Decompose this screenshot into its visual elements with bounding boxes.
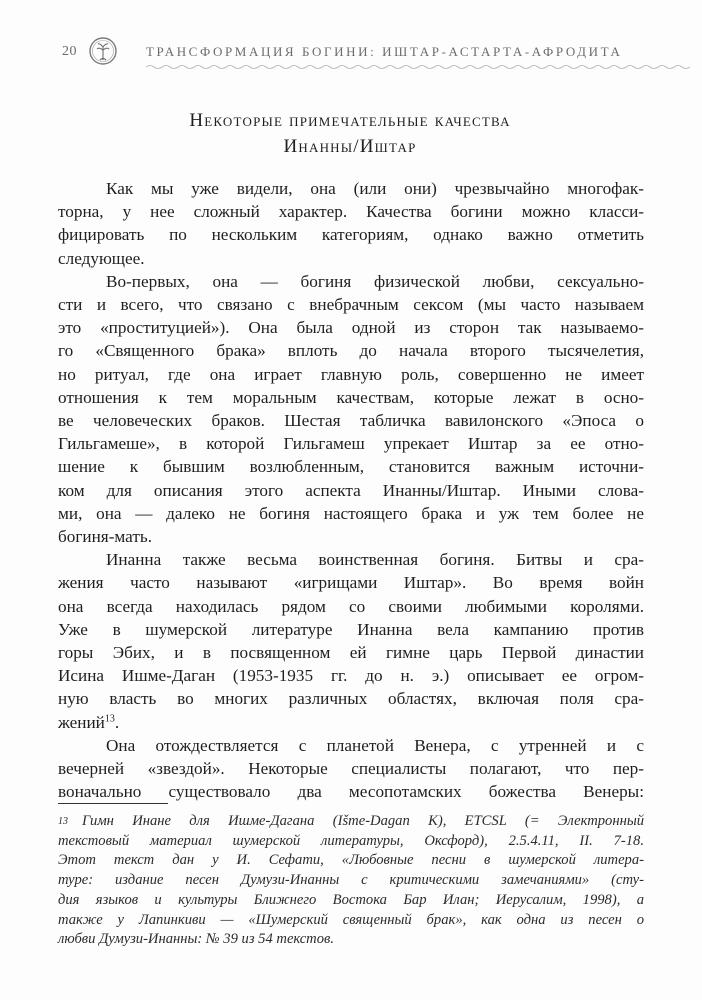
text-line: Инанна также весьма воинственная богиня. Битвы и сра- (106, 550, 644, 570)
text-line: Она отождествляется с планетой Венера, с утренней и с (106, 735, 644, 755)
footnote-13 (58, 812, 644, 950)
text-line: фицировать по нескольким категориям, однако важно отметить (58, 225, 644, 245)
tree-of-life-emblem-icon (88, 36, 118, 66)
text-line: ми, она — далеко не богиня настоящего брака и уж тем более не (58, 503, 644, 523)
text-line: ве человеческих браков. Шестая табличка вавилонского «Эпоса о (58, 411, 644, 431)
text-line: Уже в шумерской литературе Инанна вела кампанию против (58, 619, 644, 639)
text-line: сти и всего, что связано с внебрачным сексом (мы часто называем (58, 295, 644, 315)
text-line: она всегда находилась рядом со своими любимыми королями. (58, 596, 644, 616)
text-line: следующее. (58, 248, 145, 268)
section-heading-line-1: Некоторые примечательные качества (189, 110, 511, 131)
text-line: торна, у нее сложный характер. Качества богини можно класси- (58, 202, 644, 222)
text-line: воначально существовало два месопотамских божества Венеры: (58, 782, 644, 802)
text-line: вечерней «звездой». Некоторые специалисты полагают, что пер- (58, 759, 644, 779)
text-line: отношения к тем моральным качествам, которые лежат в осно- (58, 387, 644, 407)
text-line: это «проституцией»). Она была одной из сторон так называемо- (58, 318, 644, 338)
page-header (58, 36, 658, 66)
text-line: Во-первых, она — богиня физической любви, сексуально- (106, 271, 644, 291)
text-line: горы Эбих, и в посвященном ей гимне царь Первой династии (58, 643, 644, 663)
footnote-separator (58, 803, 168, 804)
paragraph-4 (58, 734, 644, 804)
footnote-line: дия языков и культуры Ближнего Востока Бар Илан; Иерусалим, 1998), а (58, 891, 644, 908)
text-line: Гильгамеше», в которой Гильгамеш упрекает Иштар за ее отно- (58, 434, 644, 454)
footnote-reference[interactable]: 13 (104, 712, 115, 724)
header-ornament-rule (146, 64, 690, 70)
page-number: 20 (62, 44, 77, 59)
text-line: ком для описания этого аспекта Инанны/Иштар. Иными слова- (58, 480, 644, 500)
footnote-line: любви Думузи-Инанны: № 39 из 54 текстов. (58, 931, 334, 948)
text-line: жения часто называют «игрищами Иштар». Во время войн (58, 573, 644, 593)
footnote-line-content: Гимн Инане для Ишме-Дагана (Išme-Dagan K), ETCSL (= Электронный (82, 813, 644, 829)
section-heading-line-2: Инанны/Иштар (283, 136, 417, 157)
text-line: богиня-мать. (58, 527, 153, 547)
paragraph-2 (58, 270, 644, 548)
text-line: го «Священного брака» вплоть до начала второго тысячелетия, (58, 341, 644, 361)
main-text (58, 177, 644, 803)
footnote-line (58, 812, 644, 832)
running-title: ТРАНСФОРМАЦИЯ БОГИНИ: ИШТАР-АСТАРТА-АФРОДИТА (146, 44, 623, 59)
text-line-content: жений (58, 712, 105, 732)
section-heading (80, 108, 620, 160)
footnote-number: 13 (58, 816, 68, 827)
text-line: Исина Ишме-Даган (1953-1935 гг. до н. э.) описывает ее огром- (58, 666, 644, 686)
text-line: шение к бывшим возлюбленным, становится важным источни- (58, 457, 644, 477)
text-line: но ритуал, где она играет главную роль, совершенно не имеет (58, 364, 644, 384)
footnote-line: Этот текст дан у И. Сефати, «Любовные песни в шумерской литера- (58, 852, 644, 869)
paragraph-3 (58, 548, 644, 734)
text-line: жений$^{13}$. (58, 712, 120, 732)
footnote-line: туре: издание песен Думузи-Инанны с критическими замечаниями» (сту- (58, 872, 644, 889)
footnote-line: текстовый материал шумерской литературы, Оксфорд), 2.5.4.11, II. 7-18. (58, 832, 644, 849)
text-line: Как мы уже видели, она (или они) чрезвычайно многофак- (106, 179, 644, 198)
footnote-line: также у Лапинкиви — «Шумерский священный брак», как одна из песен о (58, 911, 644, 928)
text-line: ную власть во многих различных областях, включая поля сра- (58, 689, 644, 709)
paragraph-1 (58, 177, 644, 270)
